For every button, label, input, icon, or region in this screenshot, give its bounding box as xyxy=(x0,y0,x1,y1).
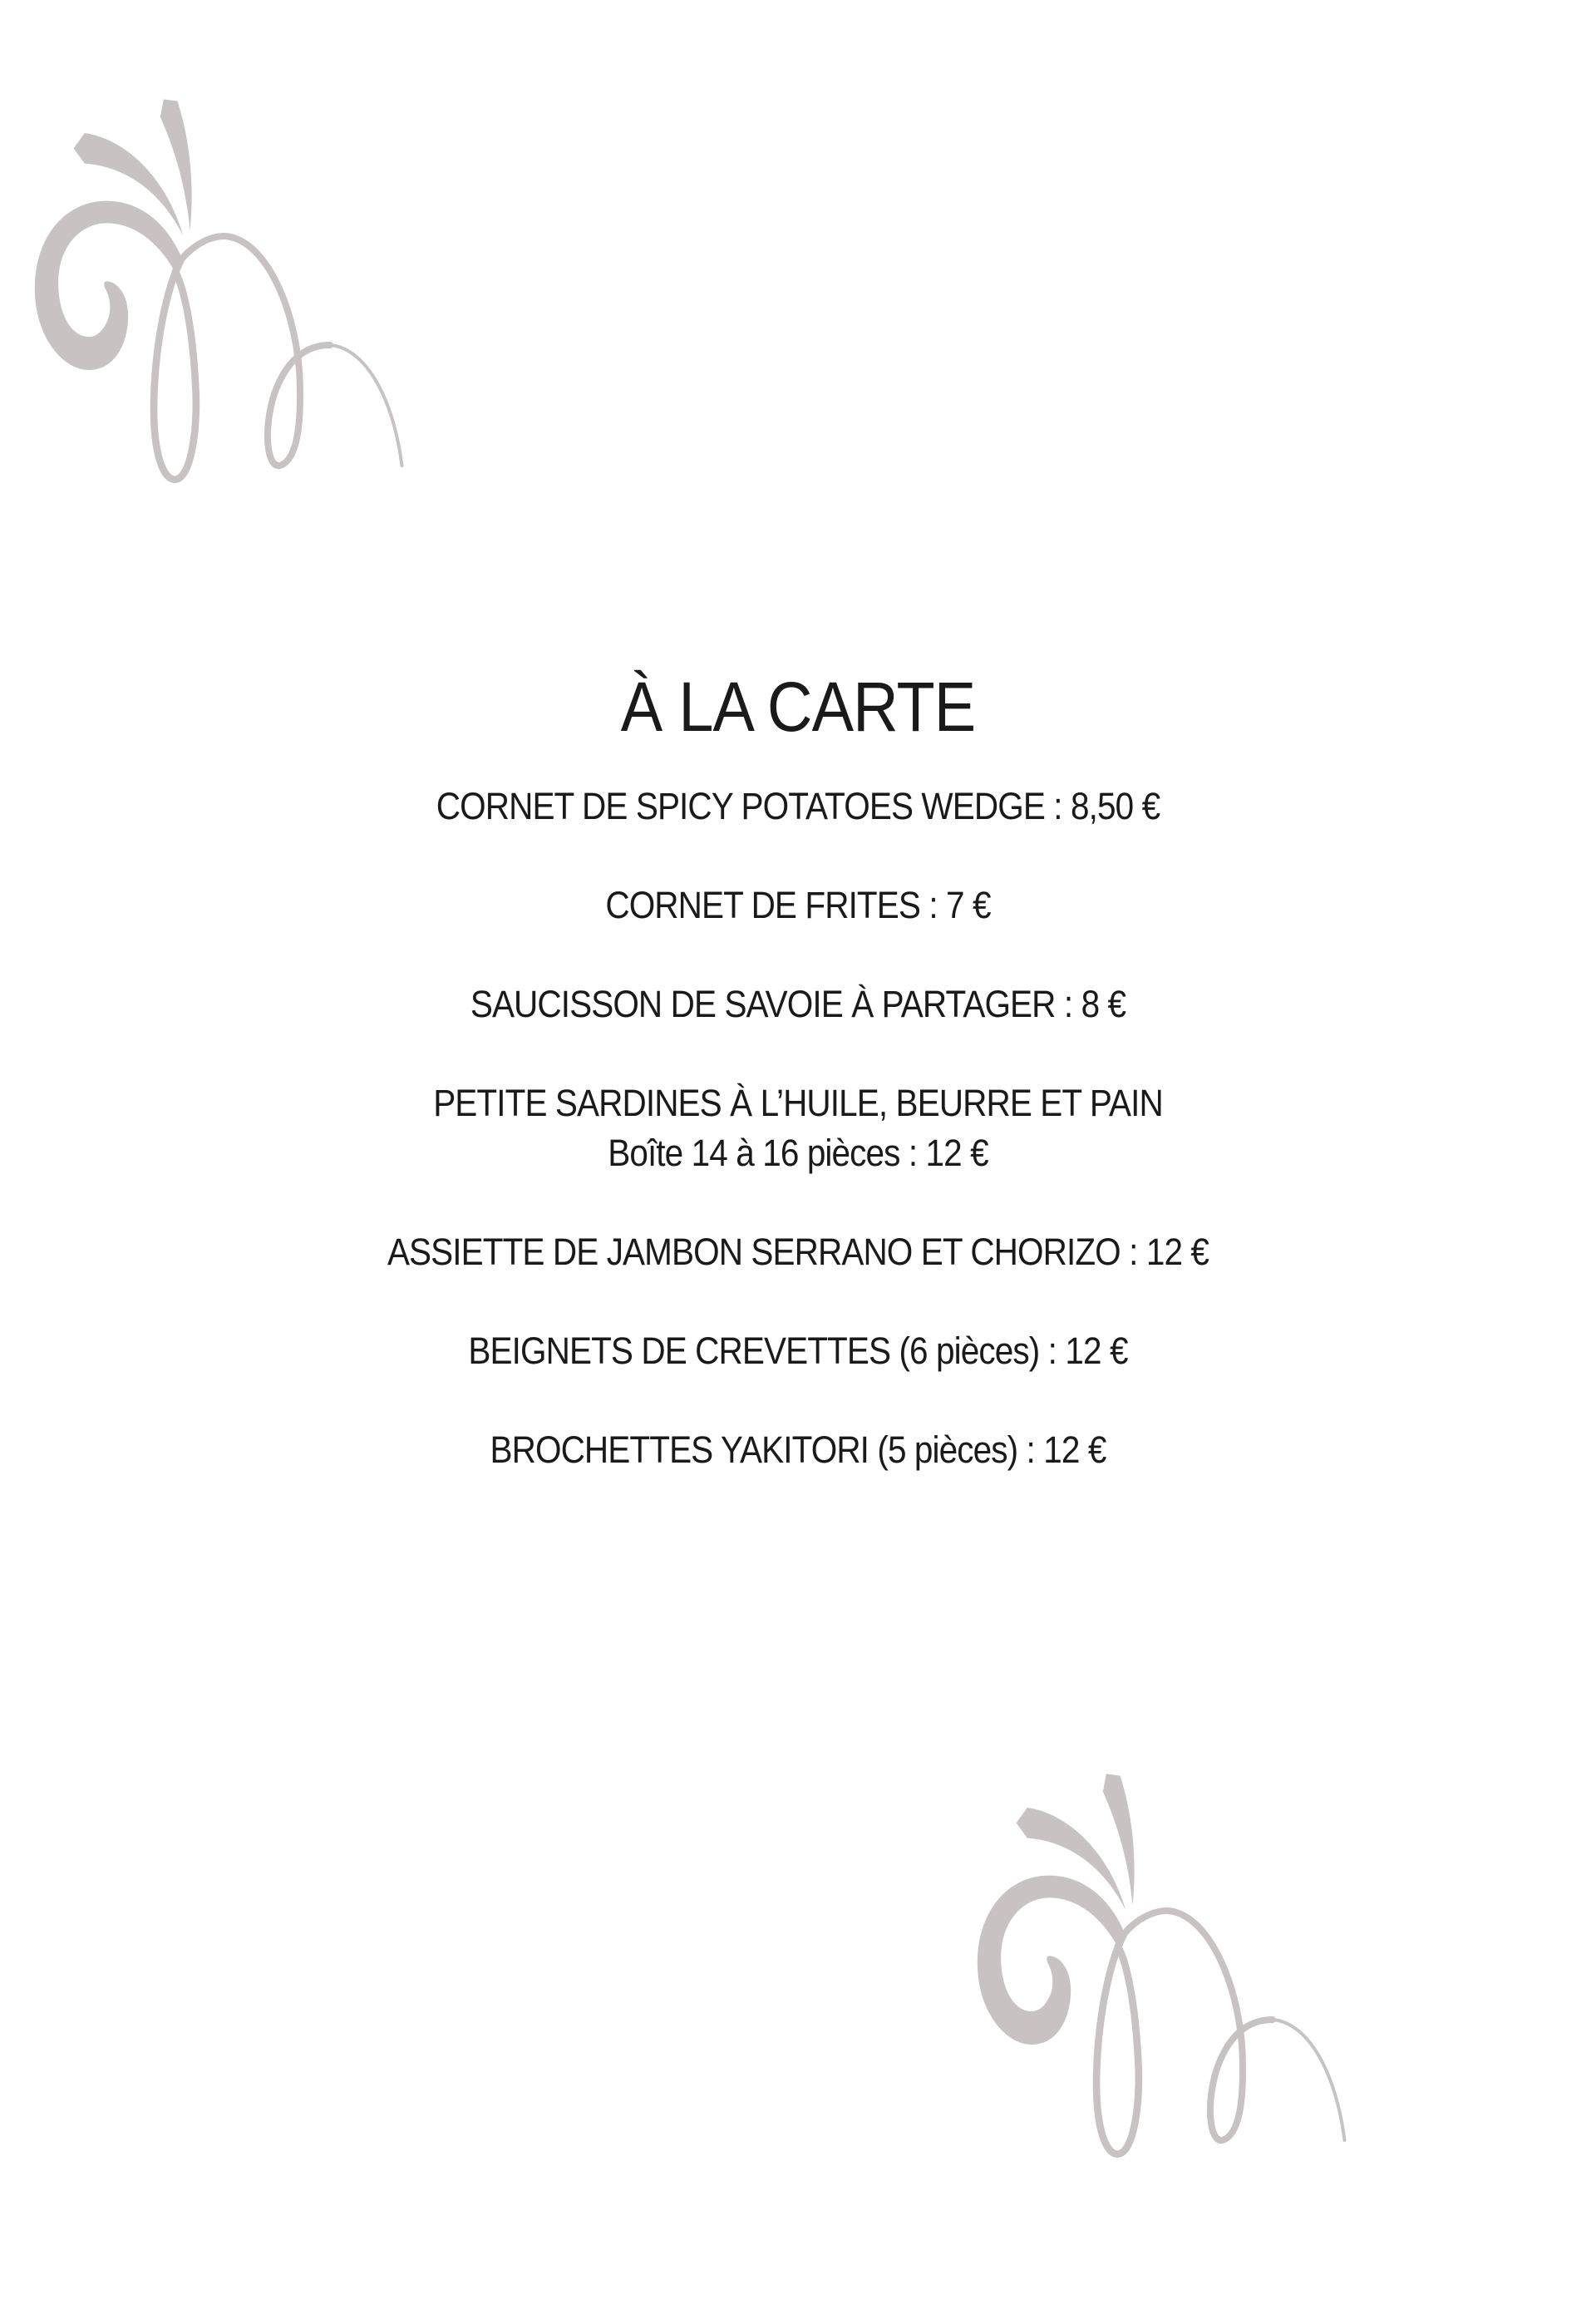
swirl-ornament-top-left xyxy=(0,67,430,499)
swirl-ornament-bottom-right xyxy=(943,1741,1372,2173)
menu-item-text: ASSIETTE DE JAMBON SERRANO ET CHORIZO : 12 € xyxy=(387,1231,1209,1273)
menu-item xyxy=(80,881,1516,930)
menu-item-text: CORNET DE FRITES : 7 € xyxy=(605,884,991,926)
menu-item xyxy=(80,1078,1516,1178)
menu-item xyxy=(80,1425,1516,1475)
menu-item-text: CORNET DE SPICY POTATOES WEDGE : 8,50 € xyxy=(436,785,1160,827)
menu-item xyxy=(80,979,1516,1029)
menu-item-subtext: Boîte 14 à 16 pièces : 12 € xyxy=(608,1132,988,1174)
menu-item-text: SAUCISSON DE SAVOIE À PARTAGER : 8 € xyxy=(470,983,1126,1025)
menu-section xyxy=(0,665,1596,1475)
menu-item-text: BEIGNETS DE CREVETTES (6 pièces) : 12 € xyxy=(468,1330,1128,1372)
menu-item xyxy=(80,1326,1516,1376)
menu-item-text: PETITE SARDINES À L’HUILE, BEURRE ET PAIN xyxy=(433,1082,1163,1124)
menu-item xyxy=(80,782,1516,831)
menu-item xyxy=(80,1227,1516,1277)
menu-title: À LA CARTE xyxy=(620,668,976,746)
menu-item-text: BROCHETTES YAKITORI (5 pièces) : 12 € xyxy=(490,1428,1106,1471)
